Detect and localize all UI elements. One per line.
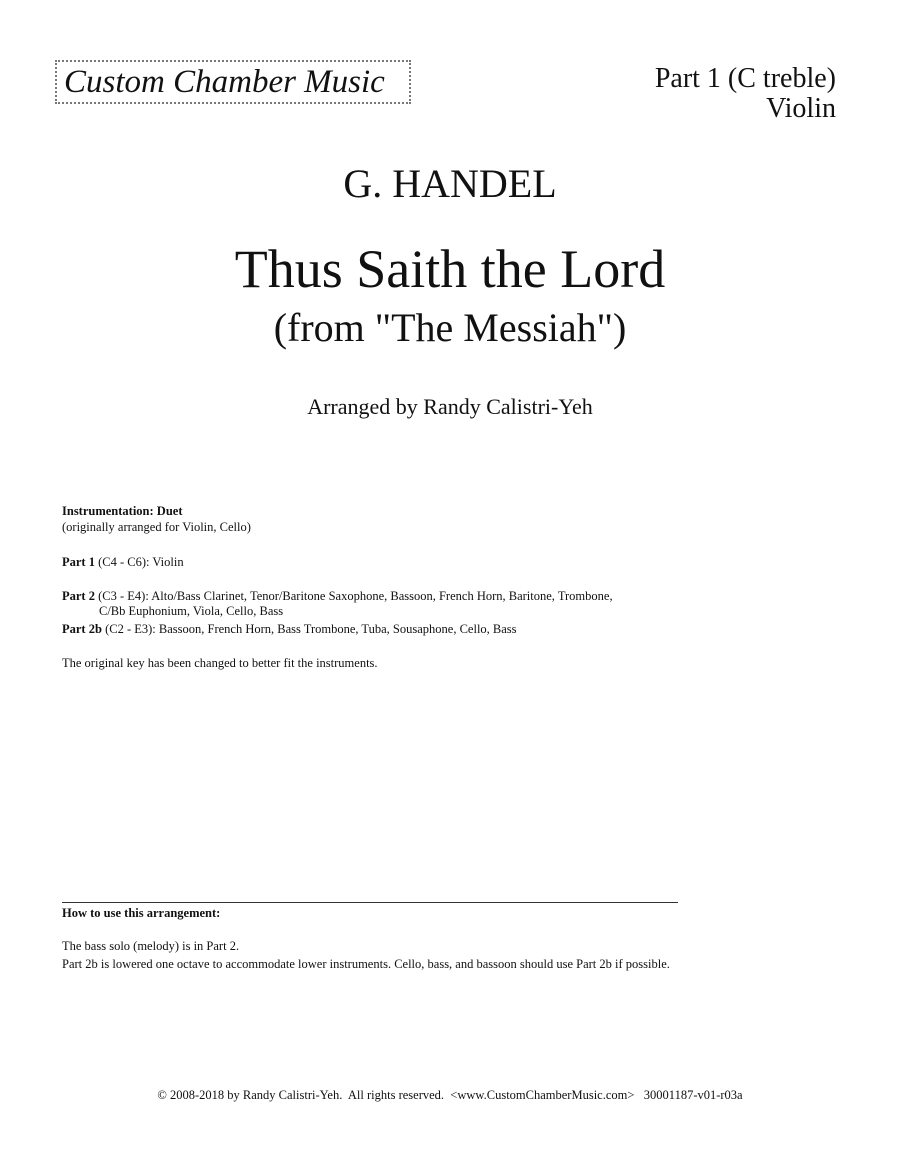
usage-line-1: The bass solo (melody) is in Part 2. [62,939,240,953]
part-1-line: Part 1 (C4 - C6): Violin [62,555,184,569]
piece-title: Thus Saith the Lord [234,239,666,299]
part-2-line: Part 2 (C3 - E4): Alto/Bass Clarinet, Tenor/Baritone Saxophone, Bassoon, French Horn, Baritone, Trombone, [62,589,613,603]
instrumentation-note: (originally arranged for Violin, Cello) [62,520,251,534]
part-info [655,64,836,124]
publisher-logo: Custom Chamber Music [55,60,411,104]
arranger-credit: Arranged by Randy Calistri-Yeh [307,394,593,419]
part-2b-line: Part 2b (C2 - E3): Bassoon, French Horn, Bass Trombone, Tuba, Sousaphone, Cello, Bass [62,622,517,636]
part-label: Part 1 (C treble) [654,63,836,94]
piece-subtitle: (from "The Messiah") [273,305,627,350]
usage-heading: How to use this arrangement: [62,906,221,920]
section-divider [62,902,678,903]
instrument-label: Violin [766,93,836,124]
copyright-footer: © 2008-2018 by Randy Calistri-Yeh. All rights reserved. <www.CustomChamberMusic.com> 30001187-v01-r03a [157,1088,743,1102]
key-change-note: The original key has been changed to better fit the instruments. [62,656,378,670]
instrumentation-heading: Instrumentation: Duet [62,504,183,518]
part-2-continuation: C/Bb Euphonium, Viola, Cello, Bass [99,604,284,618]
composer-name: G. HANDEL [343,161,557,206]
usage-line-2: Part 2b is lowered one octave to accommodate lower instruments. Cello, bass, and bassoon should use Part 2b if possible. [62,957,670,971]
